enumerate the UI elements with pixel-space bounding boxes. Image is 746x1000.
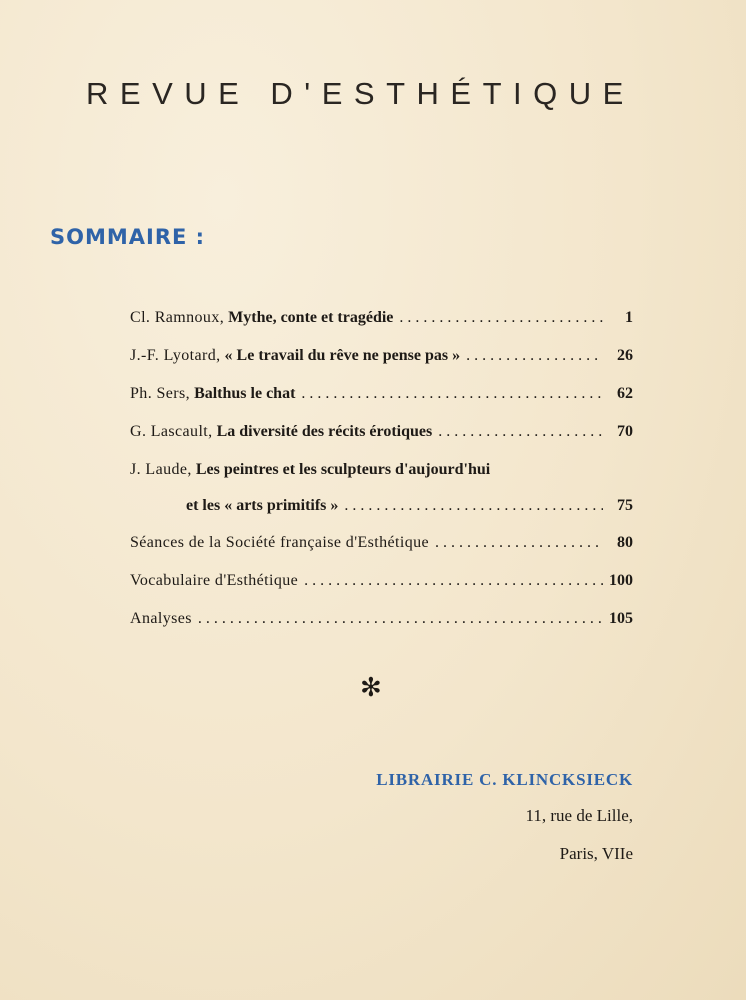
toc-title: La diversité des récits érotiques (216, 423, 433, 440)
toc-title: Balthus le chat (194, 385, 296, 402)
publisher-address-line-2: Paris, VIIe (559, 844, 633, 863)
dot-leader (198, 607, 603, 631)
publisher-address-line-1: 11, rue de Lille, (525, 806, 633, 825)
toc-page-number: 105 (609, 610, 633, 627)
toc-page-number: 80 (617, 534, 633, 551)
toc-title: « Le travail du rêve ne pense pas » (224, 347, 461, 364)
toc-entry (130, 531, 633, 555)
page-title: REVUE D'ESTHÉTIQUE (86, 76, 635, 111)
toc-entry (130, 607, 633, 631)
toc-entry (130, 344, 633, 368)
toc-title-continued: et les « arts primitifs » (186, 497, 339, 514)
toc-author: J. Laude, (130, 461, 192, 478)
dot-leader (438, 420, 603, 444)
dot-leader (399, 306, 603, 330)
toc-page-number: 100 (609, 572, 633, 589)
toc-title: Analyses (130, 610, 192, 627)
dot-leader (301, 382, 603, 406)
toc-page-number: 62 (617, 385, 633, 402)
toc-title: Mythe, conte et tragédie (228, 309, 394, 326)
toc-author: G. Lascault, (130, 423, 213, 440)
dot-leader (344, 494, 603, 518)
toc-title: Séances de la Société française d'Esthétique (130, 534, 430, 551)
toc-title: Les peintres et les sculpteurs d'aujourd'hui (195, 461, 491, 478)
dot-leader (466, 344, 603, 368)
table-of-contents (130, 306, 633, 631)
publisher-name: LIBRAIRIE C. KLINCKSIECK (376, 770, 633, 789)
toc-page-number: 75 (617, 497, 633, 514)
toc-title: Vocabulaire d'Esthétique (130, 572, 299, 589)
toc-entry (130, 569, 633, 593)
toc-entry (130, 306, 633, 330)
asterisk-ornament-icon: ✻ (360, 673, 382, 703)
toc-entry (130, 420, 633, 444)
toc-page-number: 26 (617, 347, 633, 364)
toc-entry (130, 458, 633, 518)
contents-heading: SOMMAIRE : (50, 225, 206, 249)
dot-leader (304, 569, 603, 593)
toc-page-number: 70 (617, 423, 633, 440)
dot-leader (435, 531, 603, 555)
toc-entry (130, 382, 633, 406)
toc-author: Cl. Ramnoux, (130, 309, 225, 326)
publisher-block (376, 770, 633, 866)
toc-author: J.-F. Lyotard, (130, 347, 221, 364)
toc-page-number: 1 (625, 309, 633, 326)
toc-author: Ph. Sers, (130, 385, 191, 402)
